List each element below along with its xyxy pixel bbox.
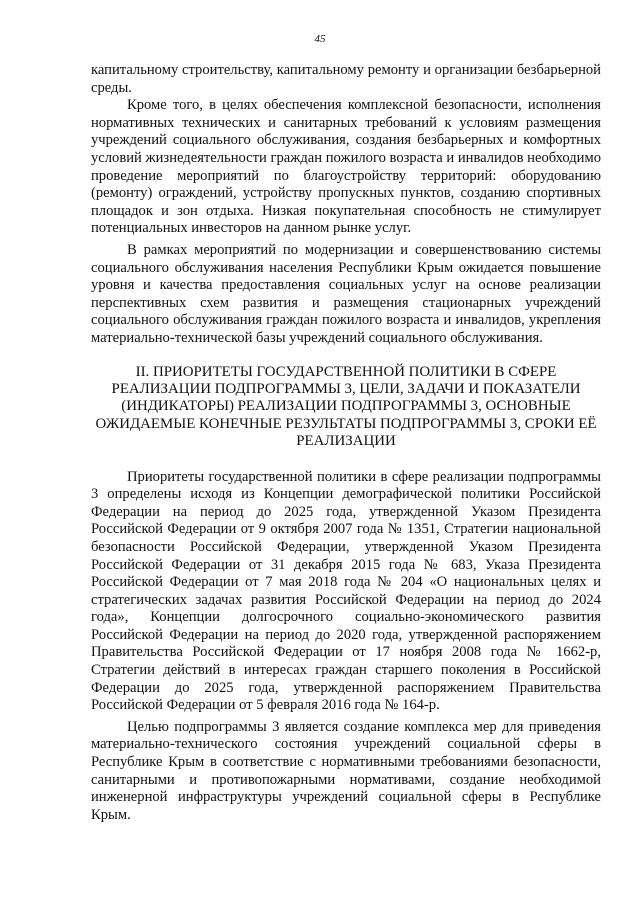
paragraph-goal: Целью подпрограммы 3 является создание комплекса мер для приведения материально-технического состояния учреждений социальной сферы в Республике Крым в соответствие с нормативными требованиями безопасности, санитарными и противопожарными нормативами, создание необходимой инженерной инфраструктуры учреждений социальной сферы в Республике Крым. — [91, 718, 601, 823]
section-heading: II. ПРИОРИТЕТЫ ГОСУДАРСТВЕННОЙ ПОЛИТИКИ В СФЕРЕ РЕАЛИЗАЦИИ ПОДПРОГРАММЫ 3, ЦЕЛИ, ЗАДАЧИ И ПОКАЗАТЕЛИ (ИНДИКАТОРЫ) РЕАЛИЗАЦИИ ПОДПРОГРАММЫ 3, ОСНОВНЫЕ ОЖИДАЕМЫЕ КОНЕЧНЫЕ РЕЗУЛЬТАТЫ ПОДПРОГРАММЫ 3, СРОКИ ЕЁ РЕАЛИЗАЦИИ — [95, 363, 597, 450]
page-number: 45 — [314, 33, 326, 45]
document-body — [91, 62, 601, 824]
paragraph-priorities: Приоритеты государственной политики в сфере реализации подпрограммы 3 определены исходя из Концепции демографической политики Российской Федерации на период до 2025 года, утвержденной Указом Президента Российской Федерации от 9 октября 2007 года № 1351, Стратегии национальной безопасности Российской Федерации, утвержденной Указом Президента Российской Федерации от 31 декабря 2015 года № 683, Указа Президента Российской Федерации от 7 мая 2018 года № 204 «О национальных целях и стратегических задачах развития Российской Федерации на период до 2024 года», Концепции долгосрочного социально-экономического развития Российской Федерации на период до 2020 года, утвержденной распоряжением Правительства Российской Федерации от 17 ноября 2008 года № 1662-р, Стратегии действий в интересах граждан старшего поколения в Российской Федерации до 2025 года, утвержденной распоряжением Правительства Российской Федерации от 5 февраля 2016 года № 164-р. — [91, 468, 601, 714]
paragraph-modernization: В рамках мероприятий по модернизации и совершенствованию системы социального обслуживания населения Республики Крым ожидается повышение уровня и качества предоставления социальных услуг на основе реализации перспективных схем развития и размещения стационарных учреждений социального обслуживания граждан пожилого возраста и инвалидов, укрепления материально-технической базы учреждений социального обслуживания. — [91, 241, 601, 346]
paragraph-continuation: капитальному строительству, капитальному ремонту и организации безбарьерной среды. — [91, 62, 601, 96]
paragraph-safety: Кроме того, в целях обеспечения комплексной безопасности, исполнения нормативных технических и санитарных требований к условиям размещения учреждений социального обслуживания, создания безбарьерных и комфортных условий жизнедеятельности граждан пожилого возраста и инвалидов необходимо проведение мероприятий по благоустройству территорий: оборудованию (ремонту) ограждений, устройству пропускных пунктов, созданию спортивных площадок и зон отдыха. Низкая покупательная способность не стимулирует потенциальных инвесторов на данном рынке услуг. — [91, 97, 601, 237]
